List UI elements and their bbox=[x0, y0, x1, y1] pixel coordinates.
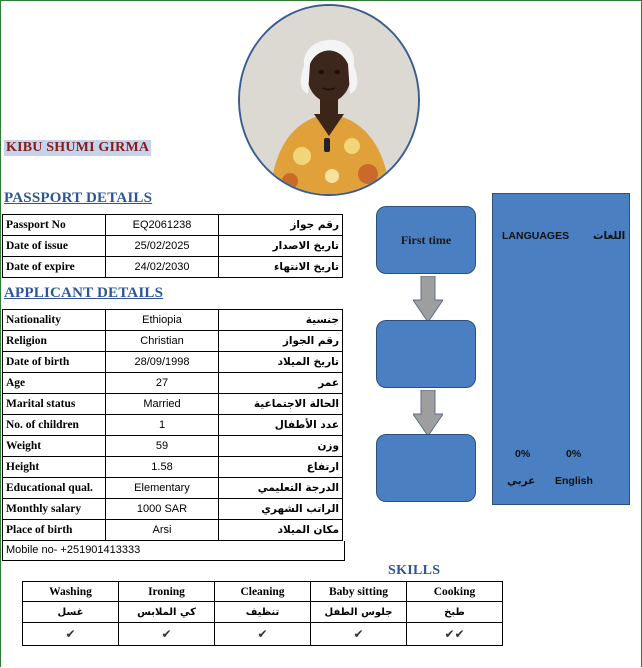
applicant-photo bbox=[238, 4, 420, 196]
skill-cooking-check-icon: ✔✔ bbox=[407, 623, 503, 646]
skill-cooking-label: Cooking bbox=[407, 582, 503, 602]
salary-arabic: الراتب الشهري bbox=[219, 499, 343, 520]
table-row bbox=[3, 394, 343, 415]
place-of-birth-value: Arsi bbox=[106, 520, 219, 541]
english-percent: 0% bbox=[566, 448, 582, 460]
experience-box-first: First time bbox=[376, 206, 476, 274]
table-row bbox=[23, 602, 503, 623]
experience-box-third bbox=[376, 434, 476, 502]
skills-section-title: SKILLS bbox=[388, 563, 441, 578]
marital-status-label: Marital status bbox=[3, 394, 106, 415]
date-of-expire-label: Date of expire bbox=[3, 257, 106, 278]
passport-no-label: Passport No bbox=[3, 215, 106, 236]
table-row bbox=[3, 478, 343, 499]
skills-table bbox=[22, 581, 503, 646]
skill-cleaning-label: Cleaning bbox=[215, 582, 311, 602]
table-row bbox=[3, 436, 343, 457]
skill-ironing-arabic: كي الملابس bbox=[119, 602, 215, 623]
skill-ironing-label: Ironing bbox=[119, 582, 215, 602]
table-row bbox=[3, 215, 343, 236]
table-row bbox=[3, 499, 343, 520]
candidate-name: KIBU SHUMI GIRMA bbox=[6, 140, 150, 155]
education-arabic: الدرجة التعليمي bbox=[219, 478, 343, 499]
nationality-value: Ethiopia bbox=[106, 310, 219, 331]
religion-label: Religion bbox=[3, 331, 106, 352]
mobile-number: Mobile no- +251901413333 bbox=[2, 541, 345, 561]
table-row bbox=[3, 331, 343, 352]
passport-table bbox=[2, 214, 343, 278]
languages-title: LANGUAGES bbox=[502, 230, 570, 242]
skill-baby-sitting-check-icon: ✔ bbox=[311, 623, 407, 646]
nationality-arabic: جنسية bbox=[219, 310, 343, 331]
table-row bbox=[23, 582, 503, 602]
weight-arabic: وزن bbox=[219, 436, 343, 457]
applicant-table bbox=[2, 309, 343, 541]
education-value: Elementary bbox=[106, 478, 219, 499]
age-label: Age bbox=[3, 373, 106, 394]
passport-no-arabic: رقم جواز bbox=[219, 215, 343, 236]
table-row bbox=[23, 623, 503, 646]
skill-baby-sitting-label: Baby sitting bbox=[311, 582, 407, 602]
skill-ironing-check-icon: ✔ bbox=[119, 623, 215, 646]
marital-status-value: Married bbox=[106, 394, 219, 415]
arabic-language-label: عربي bbox=[507, 475, 536, 487]
age-arabic: عمر bbox=[219, 373, 343, 394]
height-value: 1.58 bbox=[106, 457, 219, 478]
date-of-expire-value: 24/02/2030 bbox=[106, 257, 219, 278]
marital-status-arabic: الحالة الاجتماعية bbox=[219, 394, 343, 415]
date-of-birth-label: Date of birth bbox=[3, 352, 106, 373]
place-of-birth-label: Place of birth bbox=[3, 520, 106, 541]
date-of-birth-value: 28/09/1998 bbox=[106, 352, 219, 373]
passport-no-value: EQ2061238 bbox=[106, 215, 219, 236]
religion-arabic: رقم الجواز bbox=[219, 331, 343, 352]
age-value: 27 bbox=[106, 373, 219, 394]
skill-washing-arabic: غسل bbox=[23, 602, 119, 623]
down-arrow-icon bbox=[413, 390, 443, 436]
passport-section-title: PASSPORT DETAILS bbox=[4, 190, 153, 206]
weight-value: 59 bbox=[106, 436, 219, 457]
date-of-birth-arabic: تاريخ الميلاد bbox=[219, 352, 343, 373]
table-row bbox=[3, 373, 343, 394]
education-label: Educational qual. bbox=[3, 478, 106, 499]
english-language-label: English bbox=[555, 475, 593, 487]
table-row bbox=[3, 457, 343, 478]
children-arabic: عدد الأطفال bbox=[219, 415, 343, 436]
children-label: No. of children bbox=[3, 415, 106, 436]
arabic-percent: 0% bbox=[515, 448, 531, 460]
table-row bbox=[3, 257, 343, 278]
table-row bbox=[3, 236, 343, 257]
skill-washing-check-icon: ✔ bbox=[23, 623, 119, 646]
weight-label: Weight bbox=[3, 436, 106, 457]
skill-cooking-arabic: طبخ bbox=[407, 602, 503, 623]
table-row bbox=[3, 310, 343, 331]
skill-washing-label: Washing bbox=[23, 582, 119, 602]
height-label: Height bbox=[3, 457, 106, 478]
table-row bbox=[3, 520, 343, 541]
table-row bbox=[3, 415, 343, 436]
applicant-section-title: APPLICANT DETAILS bbox=[4, 285, 164, 301]
salary-label: Monthly salary bbox=[3, 499, 106, 520]
height-arabic: ارتفاع bbox=[219, 457, 343, 478]
skill-baby-sitting-arabic: جلوس الطفل bbox=[311, 602, 407, 623]
experience-box-second bbox=[376, 320, 476, 388]
down-arrow-icon bbox=[413, 276, 443, 322]
date-of-expire-arabic: تاريخ الانتهاء bbox=[219, 257, 343, 278]
date-of-issue-value: 25/02/2025 bbox=[106, 236, 219, 257]
nationality-label: Nationality bbox=[3, 310, 106, 331]
skill-cleaning-check-icon: ✔ bbox=[215, 623, 311, 646]
date-of-issue-label: Date of issue bbox=[3, 236, 106, 257]
religion-value: Christian bbox=[106, 331, 219, 352]
date-of-issue-arabic: تاريخ الاصدار bbox=[219, 236, 343, 257]
place-of-birth-arabic: مكان الميلاد bbox=[219, 520, 343, 541]
applicant-photo-image bbox=[240, 6, 418, 194]
languages-panel bbox=[492, 193, 630, 505]
languages-title-arabic: اللغات bbox=[593, 230, 626, 242]
table-row bbox=[3, 352, 343, 373]
children-value: 1 bbox=[106, 415, 219, 436]
salary-value: 1000 SAR bbox=[106, 499, 219, 520]
skill-cleaning-arabic: تنظيف bbox=[215, 602, 311, 623]
